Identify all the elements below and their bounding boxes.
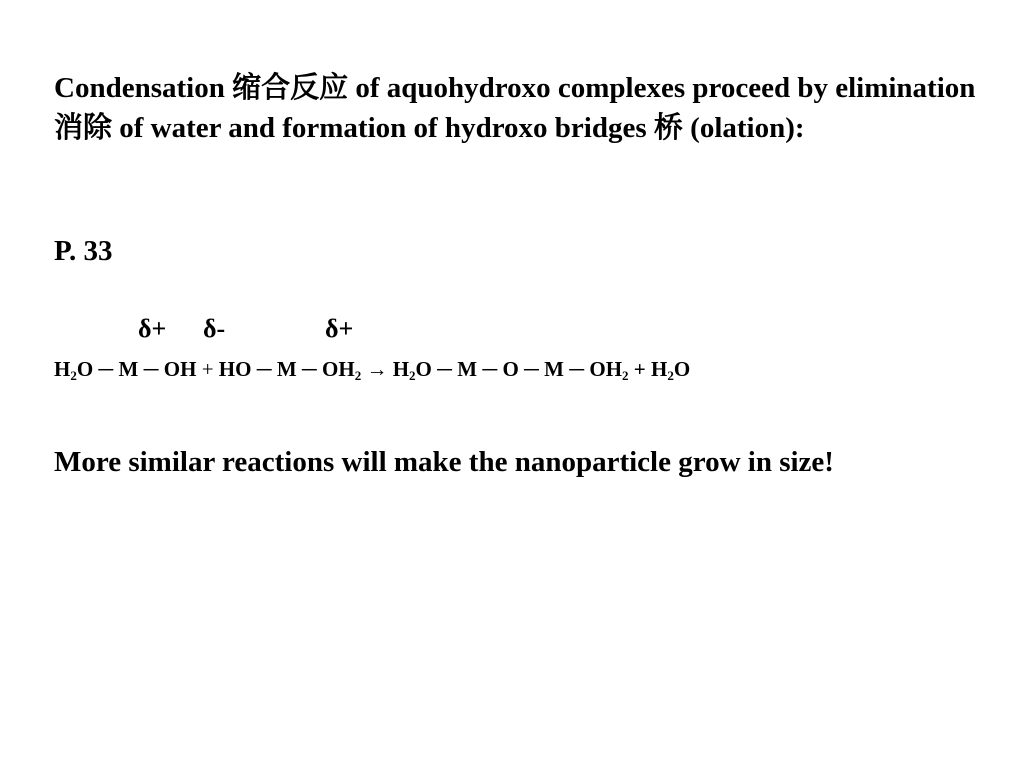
partial-charge-positive-2: δ+ — [325, 314, 354, 343]
conclusion-text: More similar reactions will make the nanoparticle grow in size! — [54, 446, 834, 478]
partial-charge-positive-1: δ+ — [138, 314, 167, 343]
intro-text-2: of aquohydroxo complexes proceed by elimination — [348, 72, 976, 104]
partial-charge-negative: δ- — [203, 314, 226, 343]
bridge-chinese-term: 桥 — [653, 112, 683, 144]
olation-equation — [54, 354, 690, 384]
intro-text-4: (olation): — [682, 112, 805, 144]
intro-paragraph — [54, 68, 994, 148]
plus-sign-2: + — [628, 357, 652, 381]
intro-text-3: of water and formation of hydroxo bridges — [112, 112, 654, 144]
plus-sign-1: + — [196, 357, 219, 381]
reaction-arrow: → — [361, 357, 393, 381]
product-water: $H_2O$ — [651, 357, 691, 383]
reactant-2: HO ─ M ─ $OH_2$ — [218, 357, 362, 383]
intro-text-1: Condensation — [54, 72, 233, 104]
partial-charges-row — [0, 314, 600, 350]
reactant-1: $H_2O$ ─ M ─ OH — [54, 357, 197, 383]
condensation-chinese-term: 缩合反应 — [232, 72, 349, 104]
page-reference: P. 33 — [54, 235, 113, 267]
elimination-chinese-term: 消除 — [54, 112, 113, 144]
product-1: $H_2O$ ─ M ─ O ─ M ─ $OH_2$ — [392, 357, 629, 383]
